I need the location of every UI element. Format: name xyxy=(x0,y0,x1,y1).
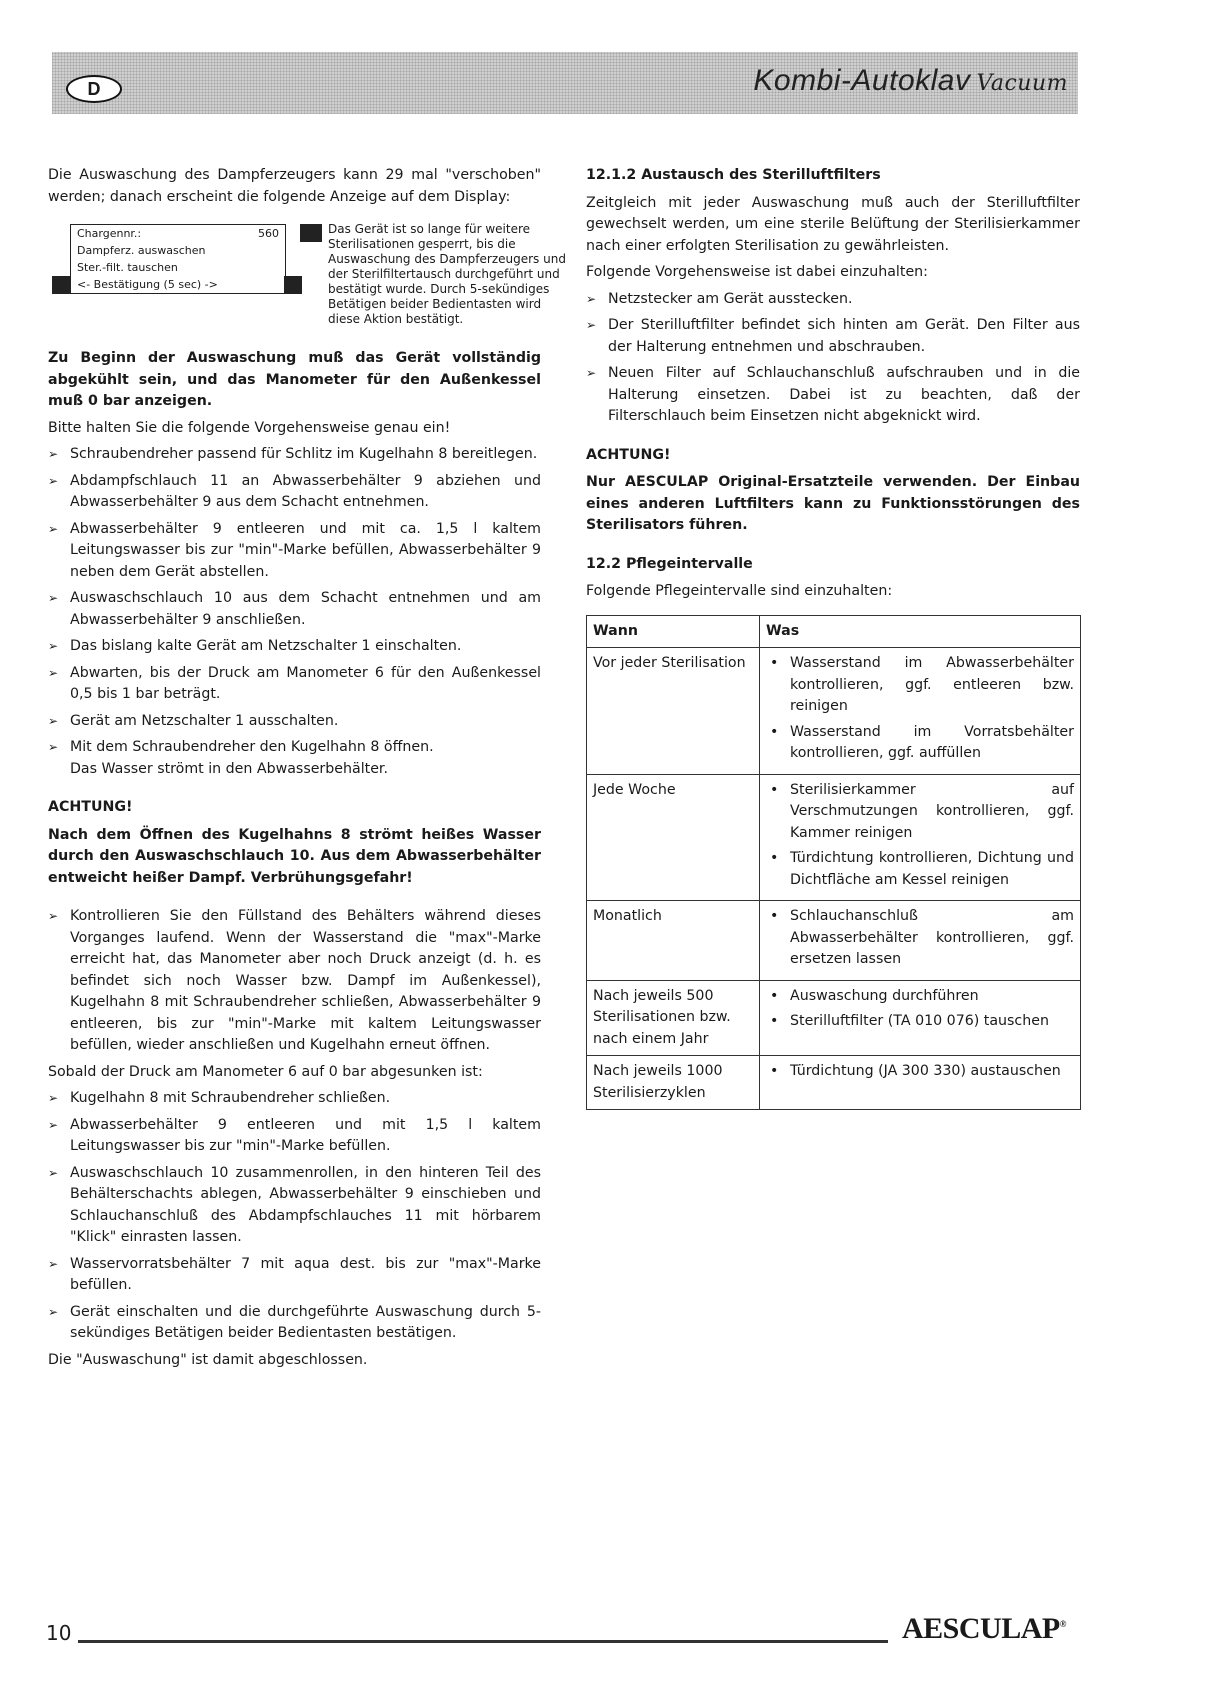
brand-name: AESCULAP xyxy=(902,1612,1060,1645)
list-item: ➢ Der Sterilluftfilter befindet sich hinten am Gerät. Den Filter aus der Halterung entnehmen und abschrauben. xyxy=(586,315,1080,358)
table-header-when: Wann xyxy=(587,615,760,648)
display-note: Das Gerät ist so lange für weitere Sterilisationen gesperrt, bis die Auswaschung des Dampferzeugers und der Sterilfiltertausch durchgeführt und bestätigt wurde. Durch 5-sekündiges Betätigen beider Bedientasten wird diese Aktion bestätigt. xyxy=(328,222,566,326)
section-intro-filter: Zeitgleich mit jeder Auswaschung muß auch der Sterilluftfilter gewechselt werden, um eine sterile Belüftung der Sterilisierkammer nach einer erfolgten Sterilisation zu gewährleisten. xyxy=(586,194,1080,254)
display-illustration xyxy=(48,216,566,342)
page-number: 10 xyxy=(46,1621,72,1645)
list-item: ➢ Auswaschschlauch 10 aus dem Schacht entnehmen und am Abwasserbehälter 9 anschließen. xyxy=(48,588,541,631)
list-item: ➢ Mit dem Schraubendreher den Kugelhahn 8 öffnen. Das Wasser strömt in den Abwasserbehälter. xyxy=(48,737,541,780)
list-item: ➢ Netzstecker am Gerät ausstecken. xyxy=(586,289,1080,311)
table-cell-what xyxy=(760,901,1081,981)
display-line-3: Ster.-filt. tauschen xyxy=(77,261,178,274)
maintenance-table xyxy=(586,615,1081,1111)
closing-text: Die "Auswaschung" ist damit abgeschlossen. xyxy=(48,1351,368,1368)
header-title xyxy=(753,64,1068,98)
procedure-text: Folgende Vorgehensweise ist dabei einzuhalten: xyxy=(586,264,928,280)
table-row xyxy=(587,1056,1081,1110)
steps-list-3 xyxy=(48,1088,541,1345)
display-right-key-marker xyxy=(284,276,302,294)
table-header-row xyxy=(587,615,1081,648)
list-item: ➢ Auswaschschlauch 10 zusammenrollen, in den hinteren Teil des Behälterschachts ablegen, Abwasserbehälter 9 einschieben und Schlauchanschluß des Abdampfschlauches 11 mit hörbarem "Klick" einrasten lassen. xyxy=(48,1163,541,1249)
steps-list-1 xyxy=(48,444,541,780)
list-item: ➢ Abdampfschlauch 11 an Abwasserbehälter 9 abziehen und Abwasserbehälter 9 aus dem Schacht entnehmen. xyxy=(48,471,541,514)
display-lock-marker xyxy=(300,224,322,242)
display-batch-value: 560 xyxy=(258,227,279,240)
instruction-text: Bitte halten Sie die folgende Vorgehensweise genau ein! xyxy=(48,419,451,436)
table-cell-what xyxy=(760,774,1081,901)
display-line-2: Dampferz. auswaschen xyxy=(77,244,206,257)
list-item: ➢ Schraubendreher passend für Schlitz im Kugelhahn 8 bereitlegen. xyxy=(48,444,541,466)
list-item: ➢ Abwarten, bis der Druck am Manometer 6 für den Außenkessel 0,5 bis 1 bar beträgt. xyxy=(48,663,541,706)
achtung-title-right: ACHTUNG! xyxy=(586,446,671,463)
display-line-4: <- Bestätigung (5 sec) -> xyxy=(77,278,218,291)
table-cell-what xyxy=(760,1056,1081,1110)
list-item: • Schlauchanschluß am Abwasserbehälter kontrollieren, ggf. ersetzen lassen xyxy=(766,906,1074,971)
list-item: • Auswaschung durchführen xyxy=(766,986,1074,1008)
display-left-key-marker xyxy=(52,276,70,294)
list-item: ➢ Abwasserbehälter 9 entleeren und mit ca. 1,5 l kaltem Leitungswasser bis zur "min"-Marke befüllen, Abwasserbehälter 9 neben dem Gerät abstellen. xyxy=(48,519,541,584)
table-cell-when: Vor jeder Sterilisation xyxy=(587,648,760,775)
after-pressure-text: Sobald der Druck am Manometer 6 auf 0 bar abgesunken ist: xyxy=(48,1063,483,1080)
achtung-title-left: ACHTUNG! xyxy=(48,799,133,815)
list-item: • Türdichtung kontrollieren, Dichtung und Dichtfläche am Kessel reinigen xyxy=(766,848,1074,891)
header-title-main: Kombi-Autoklav xyxy=(753,64,971,97)
table-row xyxy=(587,774,1081,901)
achtung-text-left: Nach dem Öffnen des Kugelhahns 8 strömt heißes Wasser durch den Auswaschschlauch 10. Aus dem Abwasserbehälter entweicht heißer Dampf. Verbrühungsgefahr! xyxy=(48,826,541,886)
warning-bold: Zu Beginn der Auswaschung muß das Gerät vollständig abgekühlt sein, und das Manometer für den Außenkessel muß 0 bar anzeigen. xyxy=(48,350,541,409)
section-title-filter: 12.1.2 Austausch des Sterilluftfilters xyxy=(586,167,881,183)
brand-registered-mark: ® xyxy=(1059,1619,1066,1629)
table-row xyxy=(587,901,1081,981)
list-item: ➢ Gerät am Netzschalter 1 ausschalten. xyxy=(48,711,541,733)
section-title-pflege: 12.2 Pflegeintervalle xyxy=(586,555,753,572)
display-batch-label: Chargennr.: xyxy=(77,227,142,240)
right-column xyxy=(586,165,1080,1110)
list-item: • Wasserstand im Abwasserbehälter kontrollieren, ggf. entleeren bzw. reinigen xyxy=(766,653,1074,718)
header-title-script: Vacuum xyxy=(976,71,1068,96)
achtung-text-right: Nur AESCULAP Original-Ersatzteile verwenden. Der Einbau eines anderen Luftfilters kann zu Funktionsstörungen des Sterilisators führen. xyxy=(586,474,1080,533)
table-cell-when: Monatlich xyxy=(587,901,760,981)
footer-rule xyxy=(78,1640,888,1643)
list-item: ➢ Neuen Filter auf Schlauchanschluß aufschrauben und in die Halterung einsetzen. Dabei ist zu beachten, daß der Filterschlauch beim Einsetzen nicht abgeknickt wird. xyxy=(586,363,1080,428)
display-screen xyxy=(70,224,286,294)
list-item: ➢ Abwasserbehälter 9 entleeren und mit 1,5 l kaltem Leitungswasser bis zur "min"-Marke befüllen. xyxy=(48,1115,541,1158)
list-item: ➢ Das bislang kalte Gerät am Netzschalter 1 einschalten. xyxy=(48,636,541,658)
table-row xyxy=(587,648,1081,775)
table-cell-when: Jede Woche xyxy=(587,774,760,901)
table-row xyxy=(587,980,1081,1056)
table-header-what: Was xyxy=(760,615,1081,648)
table-cell-when: Nach jeweils 500 Sterilisationen bzw. nach einem Jahr xyxy=(587,980,760,1056)
list-item: • Türdichtung (JA 300 330) austauschen xyxy=(766,1061,1074,1083)
table-cell-what xyxy=(760,980,1081,1056)
brand-logo xyxy=(902,1612,1066,1646)
list-item: ➢ Wasservorratsbehälter 7 mit aqua dest. bis zur "max"-Marke befüllen. xyxy=(48,1254,541,1297)
language-badge: D xyxy=(66,75,122,103)
list-item: ➢ Kugelhahn 8 mit Schraubendreher schließen. xyxy=(48,1088,541,1110)
steps-list-2 xyxy=(48,906,541,1057)
list-item: • Sterilluftfilter (TA 010 076) tauschen xyxy=(766,1011,1074,1033)
list-item: ➢ Gerät einschalten und die durchgeführte Auswaschung durch 5-sekündiges Betätigen beider Bedientasten bestätigen. xyxy=(48,1302,541,1345)
table-cell-what xyxy=(760,648,1081,775)
display-line-1 xyxy=(71,225,285,242)
table-cell-when: Nach jeweils 1000 Sterilisierzyklen xyxy=(587,1056,760,1110)
list-item: • Sterilisierkammer auf Verschmutzungen kontrollieren, ggf. Kammer reinigen xyxy=(766,780,1074,845)
intro-text: Die Auswaschung des Dampferzeugers kann 29 mal "verschoben" werden; danach erscheint die folgende Anzeige auf dem Display: xyxy=(48,167,541,205)
list-item: • Wasserstand im Vorratsbehälter kontrollieren, ggf. auffüllen xyxy=(766,722,1074,765)
list-item: ➢ Kontrollieren Sie den Füllstand des Behälters während dieses Vorganges laufend. Wenn der Wasserstand die "max"-Marke erreicht hat, das Manometer aber noch Druck anzeigt (d. h. es befindet sich noch Wasser bzw. Dampf im Außenkessel), Kugelhahn 8 mit Schraubendreher schließen, Abwasserbehälter 9 entleeren, bis zur "min"-Marke mit kaltem Leitungswasser befüllen, wieder anschließen und Kugelhahn erneut öffnen. xyxy=(48,906,541,1057)
left-column xyxy=(48,165,566,1376)
pflege-intro: Folgende Pflegeintervalle sind einzuhalten: xyxy=(586,583,893,599)
filter-steps-list xyxy=(586,289,1080,428)
